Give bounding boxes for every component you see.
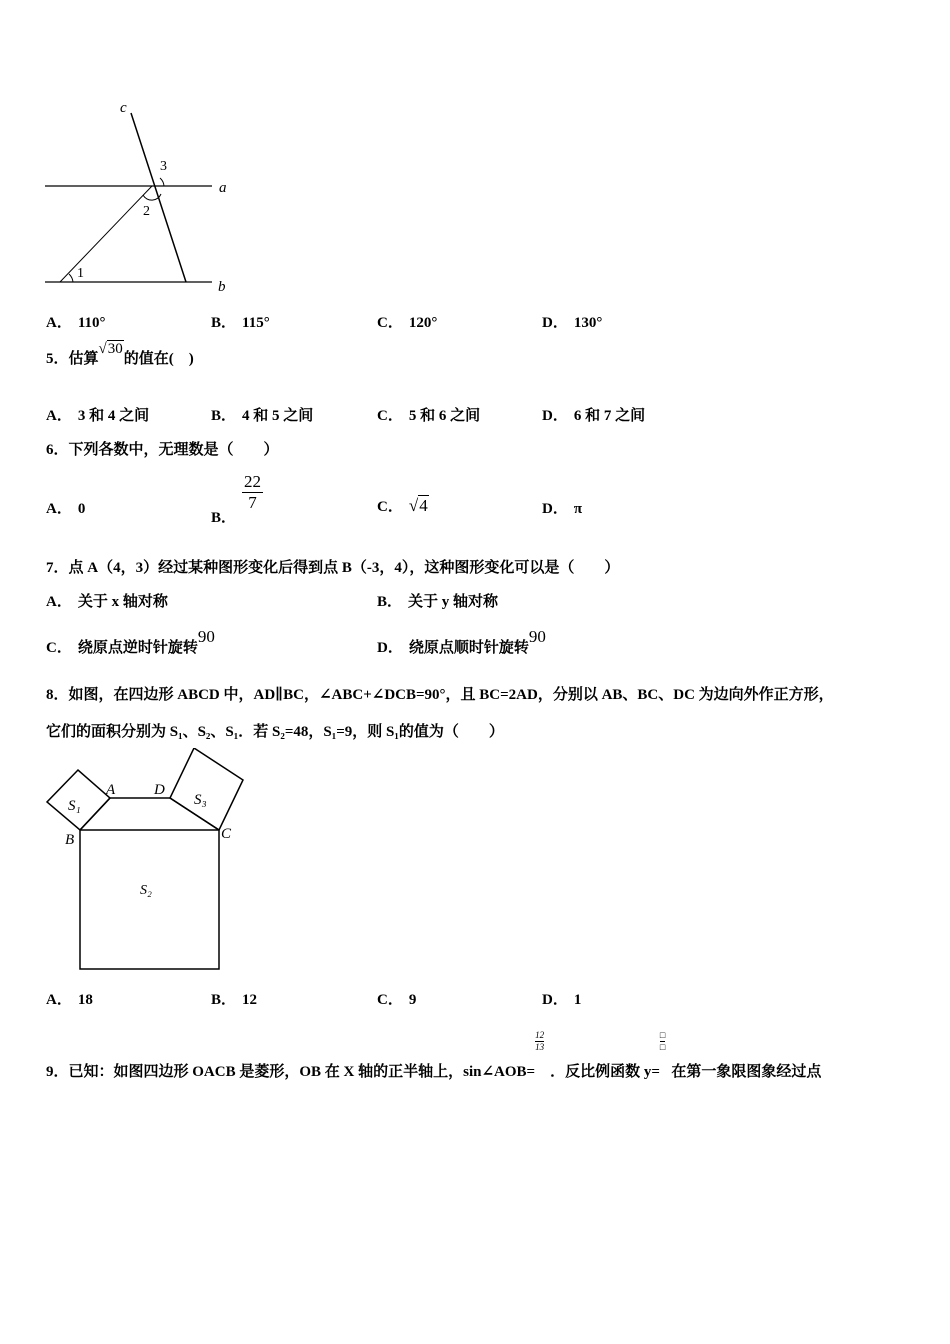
option-letter: C． <box>46 640 72 656</box>
label-angle-2: 2 <box>143 204 150 219</box>
numerator: □ <box>659 1030 666 1040</box>
q9-post: 在第一象限图象经过点 <box>671 1064 822 1080</box>
option-letter: D． <box>542 992 568 1008</box>
option-text: 120° <box>408 315 438 331</box>
numerator: 12 <box>535 1030 545 1040</box>
option-letter: B． <box>211 509 237 526</box>
q6-text: 下列各数中，无理数是（ ） <box>68 442 279 458</box>
fraction-12-13 <box>535 1030 544 1053</box>
option-text: 5 和 6 之间 <box>408 408 481 424</box>
q7-option-a[interactable] <box>46 590 168 611</box>
question-number: 6． <box>46 442 69 458</box>
option-text: π <box>573 501 583 517</box>
question-number: 8． <box>46 687 69 703</box>
q8-option-a[interactable] <box>46 988 93 1009</box>
q4-option-a[interactable] <box>46 311 106 332</box>
denominator: 13 <box>535 1042 545 1052</box>
option-letter: B． <box>211 992 237 1008</box>
q5-option-a[interactable] <box>46 404 149 425</box>
label-angle-1: 1 <box>77 266 84 281</box>
label-S1: S₁ <box>68 798 81 814</box>
q5-option-c[interactable] <box>377 404 480 425</box>
option-letter: D． <box>542 408 568 424</box>
q8-text-line2: 它们的面积分别为 S₁、S₂、S₁．若 S₂=48，S₁=9，则 S₁的值为（ ） <box>46 724 504 740</box>
numerator: 22 <box>244 472 262 491</box>
option-text: 绕原点顺时针旋转 <box>408 640 529 656</box>
q8-stem-line2 <box>46 720 504 741</box>
option-text: 9 <box>408 992 417 1008</box>
option-letter: C． <box>377 499 403 515</box>
question-number: 7． <box>46 560 69 576</box>
option-letter: B． <box>211 408 237 424</box>
option-text: 0 <box>77 501 86 517</box>
label-D: D <box>154 782 165 798</box>
option-text: 关于 x 轴对称 <box>77 594 168 610</box>
q5-stem <box>46 341 194 368</box>
label-B: B <box>65 832 75 848</box>
q6-option-d[interactable] <box>542 497 582 518</box>
label-c: c <box>120 100 127 116</box>
q6-option-c[interactable] <box>377 495 429 516</box>
option-letter: D． <box>377 640 403 656</box>
label-A: A <box>106 782 116 798</box>
option-text: 115° <box>242 315 270 331</box>
radicand: 30 <box>107 341 123 357</box>
q8-stem-line1 <box>46 683 834 704</box>
option-text: 1 <box>573 992 582 1008</box>
denominator: □ <box>659 1042 666 1052</box>
q6-option-a[interactable] <box>46 497 85 518</box>
sqrt-4: √4 <box>408 496 428 515</box>
option-letter: A． <box>46 315 72 331</box>
label-S2: S₂ <box>140 883 152 898</box>
q5-pre: 估算 <box>68 351 99 367</box>
q7-option-b[interactable] <box>377 590 498 611</box>
q9-mid: ．反比例函数 y= <box>550 1064 660 1080</box>
option-letter: A． <box>46 501 72 517</box>
question-number: 5． <box>46 351 69 367</box>
option-text: 3 和 4 之间 <box>77 408 150 424</box>
question-number: 9． <box>46 1064 69 1080</box>
option-text: 4 和 5 之间 <box>242 408 314 424</box>
option-letter: D． <box>542 315 568 331</box>
option-letter: A． <box>46 594 72 610</box>
label-angle-3: 3 <box>160 159 167 174</box>
label-a: a <box>219 180 227 196</box>
q5-option-b[interactable] <box>211 404 313 425</box>
sqrt-30: √30 <box>98 341 123 357</box>
q9-stem <box>46 1030 822 1080</box>
degree-value: 90 <box>528 627 546 646</box>
label-S3: S₃ <box>194 792 207 808</box>
option-text: 12 <box>242 992 258 1008</box>
q6-option-b[interactable] <box>211 472 263 526</box>
q4-option-d[interactable] <box>542 311 602 332</box>
radicand: 4 <box>419 496 428 515</box>
option-letter: A． <box>46 992 72 1008</box>
q8-text-line1: 如图，在四边形 ABCD 中，AD∥BC，∠ABC+∠DCB=90°，且 BC=2AD，分别以 AB、BC、DC 为边向外作正方形， <box>68 687 834 703</box>
fraction-22-7 <box>242 472 263 513</box>
q8-option-d[interactable] <box>542 988 581 1009</box>
option-letter: A． <box>46 408 72 424</box>
option-text: 18 <box>77 992 93 1008</box>
fraction-placeholder <box>660 1030 665 1053</box>
squares-figure <box>40 748 270 980</box>
q5-post: 的值在( ) <box>123 351 194 367</box>
q7-option-c[interactable] <box>46 627 215 657</box>
angle-figure <box>40 98 240 298</box>
option-letter: B． <box>377 594 403 610</box>
option-text: 130° <box>573 315 603 331</box>
label-C: C <box>221 826 232 842</box>
q4-option-c[interactable] <box>377 311 437 332</box>
q5-option-d[interactable] <box>542 404 645 425</box>
q7-option-d[interactable] <box>377 627 546 657</box>
option-text: 关于 y 轴对称 <box>408 594 499 610</box>
q6-stem <box>46 438 279 459</box>
option-letter: C． <box>377 315 403 331</box>
denominator: 7 <box>248 493 257 512</box>
q7-stem <box>46 556 619 577</box>
q7-text: 点 A（4，3）经过某种图形变化后得到点 B（-3，4），这种图形变化可以是（ ） <box>68 560 620 576</box>
option-letter: C． <box>377 408 403 424</box>
option-text: 110° <box>77 315 106 331</box>
option-text: 6 和 7 之间 <box>573 408 646 424</box>
q9-pre: 已知：如图四边形 OACB 是菱形，OB 在 X 轴的正半轴上，sin∠AOB= <box>68 1064 536 1080</box>
option-letter: C． <box>377 992 403 1008</box>
option-letter: D． <box>542 501 568 517</box>
option-letter: B． <box>211 315 237 331</box>
q8-option-b[interactable] <box>211 988 257 1009</box>
label-b: b <box>218 279 226 295</box>
q8-option-c[interactable] <box>377 988 416 1009</box>
degree-value: 90 <box>197 627 215 646</box>
q4-option-b[interactable] <box>211 311 270 332</box>
option-text: 绕原点逆时针旋转 <box>77 640 198 656</box>
